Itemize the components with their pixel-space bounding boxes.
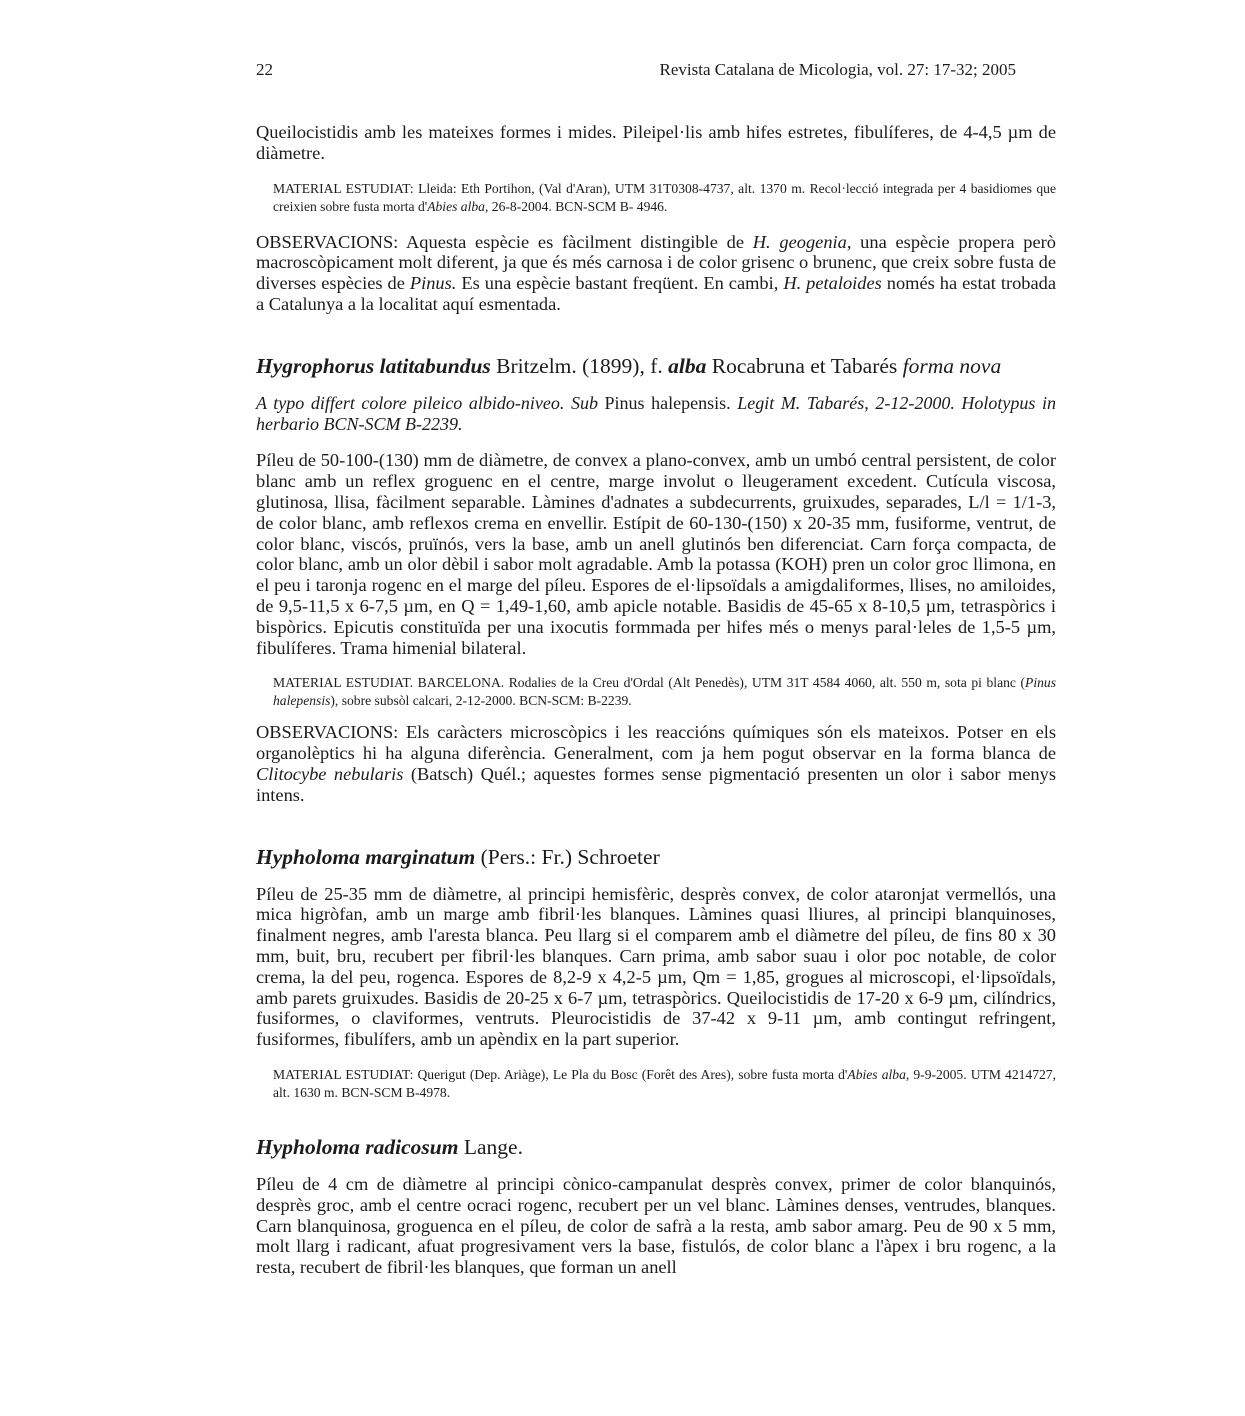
- obs-2-text-end: (Batsch) Quél.; aquestes formes sense pigmentació presenten un olor i sabor menys intens.: [256, 763, 1056, 805]
- obs-2-text: OBSERVACIONS: Els caràcters microscòpics i les reaccións químiques són els mateixos. Potser en els organolèptics hi ha alguna diferència. Generalment, com ja hem pogut observar en la forma blanca de: [256, 722, 1056, 764]
- material-studied-3: [273, 1066, 1056, 1102]
- page-body: [256, 122, 1056, 1278]
- species-1-author: Britzelm. (1899), f.: [490, 353, 669, 378]
- species-heading-1: [256, 353, 1056, 379]
- species-1-nova: forma nova: [902, 353, 1002, 378]
- material-studied-1: [273, 180, 1056, 216]
- intro-paragraph: Queilocistidis amb les mateixes formes i mides. Pileipel·lis amb hifes estretes, fibulíferes, de 4-4,5 µm de diàmetre.: [256, 122, 1056, 163]
- observations-1: [256, 232, 1056, 315]
- description-1: Píleu de 50-100-(130) mm de diàmetre, de convex a plano-convex, amb un umbó central persistent, de color blanc amb un reflex groguenc en el centre, marge involut o lleugerament excedent. Cutícula viscosa, glutinosa, llisa, fàcilment separable. Làmines d'adnates a subdecurrents, gruixudes, separades, L/l = 1/1-3, de color blanc, amb reflexos crema en envellir. Estípit de 60-130-(150) x 20-35 mm, fusiforme, ventrut, de color blanc, viscós, pruïnós, vers la base, amb un anell glutinós ben diferenciat. Carn força compacta, de color blanc, amb un olor dèbil i sabor molt agradable. Amb la potassa (KOH) pren un color groc llimona, en el peu i taronja rogenc en el marge del píleu. Espores de el·lipsoïdals a amigdaliformes, llises, no amiloides, de 9,5-11,5 x 6-7,5 µm, en Q = 1,49-1,60, amb apicle notable. Basidis de 45-65 x 8-10,5 µm, tetraspòrics i bispòrics. Epicutis constituïda per una ixocutis formmada per hifes més o menys paral·leles de 1,5-5 µm, fibulíferes. Trama himenial bilateral.: [256, 450, 1056, 658]
- material-1-text-end: 26-8-2004. BCN-SCM B- 4946.: [488, 198, 668, 214]
- species-heading-3: [256, 1134, 1056, 1160]
- material-3-text-end: 9-9-2005. UTM 4214727, alt. 1630 m. BCN-SCM B-4978.: [273, 1066, 1056, 1100]
- material-2-taxon: Pinus halepensis: [273, 675, 1056, 709]
- material-1-text: MATERIAL ESTUDIAT: Lleida: Eth Portihon, (Val d'Aran), UTM 31T0308-4737, alt. 1370 m. Recol·lecció integrada per 4 basidiomes que creixien sobre fusta morta d': [273, 180, 1056, 214]
- species-1-name: Hygrophorus latitabundus: [256, 353, 491, 378]
- material-1-taxon: Abies alba,: [427, 198, 489, 214]
- material-3-taxon: Abies alba,: [847, 1066, 910, 1082]
- obs-1-taxon-b: Pinus.: [409, 273, 457, 294]
- obs-1-text-d: només ha estat trobada a Catalunya a la localitat aquí esmentada.: [256, 273, 1056, 314]
- obs-1-text-b: una espècie propera però macroscòpicament molt diferent, ja que és més carnosa i de color grisenc o brunenc, que creix sobre fusta de diverses espècies de: [256, 231, 1056, 294]
- description-2: Píleu de 25-35 mm de diàmetre, al principi hemisfèric, desprès convex, de color ataronjat vermellós, una mica higròfan, amb un marge amb fibril·les blanques. Làmines quasi lliures, al principi blanquinoses, finalment negres, amb l'aresta blanca. Peu llarg si el comparem amb el diàmetre del píleu, de fins 80 x 30 mm, buit, bru, recubert per fibril·les blanques. Carn prima, amb sabor suau i olor poc notable, de color crema, la del peu, rogenca. Espores de 8,2-9 x 4,2-5 µm, Qm = 1,85, grogues al microscopi, el·lipsoïdals, amb parets gruixudes. Basidis de 20-25 x 6-7 µm, tetraspòrics. Queilocistidis de 17-20 x 6-9 µm, cilíndrics, fusiformes, o claviformes, ventruts. Pleurocistidis de 37-42 x 9-11 µm, amb contingut refringent, fusiformes, fibulífers, amb un apèndix en la part superior.: [256, 883, 1056, 1050]
- material-2-text: MATERIAL ESTUDIAT. BARCELONA. Rodalies de la Creu d'Ordal (Alt Penedès), UTM 31T 4584 4060, alt. 550 m, sota pi blanc (: [273, 675, 1026, 691]
- latin-diagnosis: [256, 393, 1056, 435]
- running-header: [256, 60, 1016, 84]
- species-1-forma: alba: [668, 353, 707, 378]
- latin-text-end: Legit M. Tabarés, 2-12-2000. Holotypus in herbario BCN-SCM B-2239.: [256, 392, 1057, 434]
- latin-host: Pinus halepensis.: [604, 392, 731, 413]
- material-studied-2: [273, 674, 1056, 710]
- latin-text: A typo differt colore pileico albido-niveo. Sub: [256, 392, 605, 413]
- species-2-name: Hypholoma marginatum: [256, 844, 476, 869]
- obs-1-text: OBSERVACIONS: Aquesta espècie es fàcilment distingible de: [256, 231, 753, 252]
- material-2-text-end: ), sobre subsòl calcari, 2-12-2000. BCN-SCM: B-2239.: [330, 693, 632, 709]
- observations-2: [256, 722, 1056, 805]
- species-2-author: (Pers.: Fr.) Schroeter: [475, 844, 660, 869]
- obs-2-taxon: Clitocybe nebularis: [256, 763, 404, 784]
- species-heading-2: [256, 844, 1056, 870]
- species-3-author: Lange.: [458, 1134, 523, 1159]
- obs-1-taxon-c: H. petaloides: [783, 273, 882, 294]
- description-3: Píleu de 4 cm de diàmetre al principi cònico-campanulat desprès convex, primer de color blanquinós, desprès groc, amb el centre ocraci rogenc, recubert per un vel blanc. Làmines denses, ventrudes, blanques. Carn blanquinosa, groguenca en el píleu, de color de safrà a la resta, amb sabor amarg. Peu de 90 x 5 mm, molt llarg i radicant, afuat progresivament vers la base, fistulós, de color blanc a l'àpex i bru rogenc, a la resta, recubert de fibril·les blanques, que forman un anell: [256, 1173, 1056, 1278]
- species-3-name: Hypholoma radicosum: [256, 1134, 459, 1159]
- page-number: 22: [256, 60, 273, 79]
- obs-1-text-c: Es una espècie bastant freqüent. En cambi,: [456, 273, 784, 294]
- journal-reference: Revista Catalana de Micologia, vol. 27: 17-32; 2005: [659, 60, 1016, 79]
- material-3-text: MATERIAL ESTUDIAT: Querigut (Dep. Ariàge), Le Pla du Bosc (Forêt des Ares), sobre fusta morta d': [273, 1066, 848, 1082]
- species-1-author2: Rocabruna et Tabarés: [706, 353, 903, 378]
- obs-1-taxon-a: H. geogenia,: [752, 231, 852, 252]
